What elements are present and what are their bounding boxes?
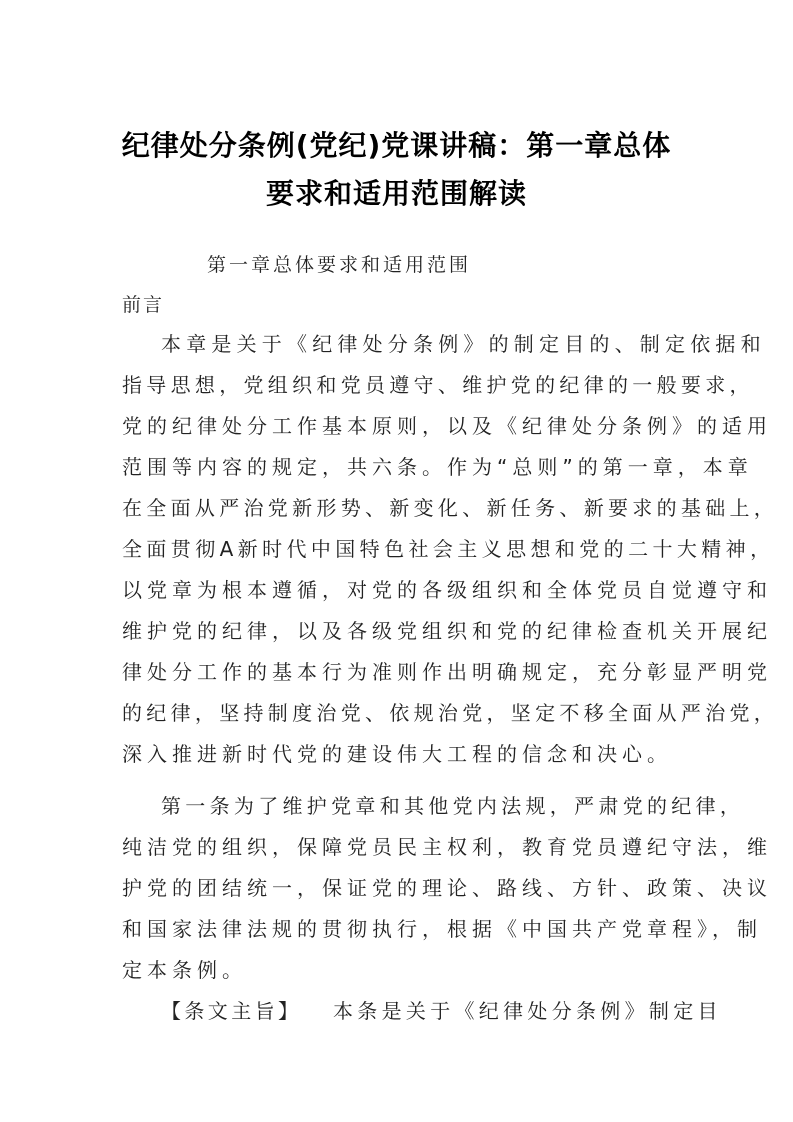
paragraph-line: 护党的团结统一，保证党的理论、路线、方针、政策、决议 <box>122 876 772 900</box>
paragraph-line: 以党章为根本遵循，对党的各级组织和全体党员自觉遵守和 <box>122 578 772 602</box>
document-title-line-2: 要求和适用范围解读 <box>265 177 527 210</box>
paragraph-line: 本条是关于《纪律处分条例》制定目 <box>333 999 722 1023</box>
paragraph-line: 纯洁党的组织，保障党员民主权利，教育党员遵纪守法，维 <box>122 835 772 859</box>
paragraph-line: 深入推进新时代党的建设伟大工程的信念和决心。 <box>122 742 672 766</box>
article-purpose-label: 【条文主旨】 <box>161 999 302 1023</box>
paragraph-line: 维护党的纪律，以及各级党组织和党的纪律检查机关开展纪 <box>122 619 772 643</box>
paragraph-line: 党的纪律处分工作基本原则，以及《纪律处分条例》的适用 <box>122 414 772 438</box>
section-heading: 前言 <box>122 294 165 316</box>
paragraph-line: 在全面从严治党新形势、新变化、新任务、新要求的基础上， <box>122 496 779 520</box>
chapter-heading: 第一章总体要求和适用范围 <box>207 254 472 276</box>
paragraph-line: 定本条例。 <box>122 958 247 982</box>
paragraph-line: 范围等内容的规定，共六条。作为“总则”的第一章，本章 <box>122 455 753 479</box>
paragraph-line: 第一条为了维护党章和其他党内法规，严肃党的纪律， <box>161 794 745 818</box>
paragraph-line: 指导思想，党组织和党员遵守、维护党的纪律的一般要求， <box>122 373 754 397</box>
paragraph-line: 律处分工作的基本行为准则作出明确规定，充分彰显严明党 <box>122 660 772 684</box>
paragraph-line: 本章是关于《纪律处分条例》的制定目的、制定依据和 <box>161 332 766 356</box>
paragraph-line: 全面贯彻A新时代中国特色社会主义思想和党的二十大精神， <box>122 537 775 561</box>
paragraph-line: 的纪律，坚持制度治党、依规治党，坚定不移全面从严治党， <box>122 701 779 725</box>
paragraph-line: 和国家法律法规的贯彻执行，根据《中国共产党章程》，制 <box>122 917 762 941</box>
document-title-line-1: 纪律处分条例(党纪)党课讲稿：第一章总体 <box>121 129 672 162</box>
